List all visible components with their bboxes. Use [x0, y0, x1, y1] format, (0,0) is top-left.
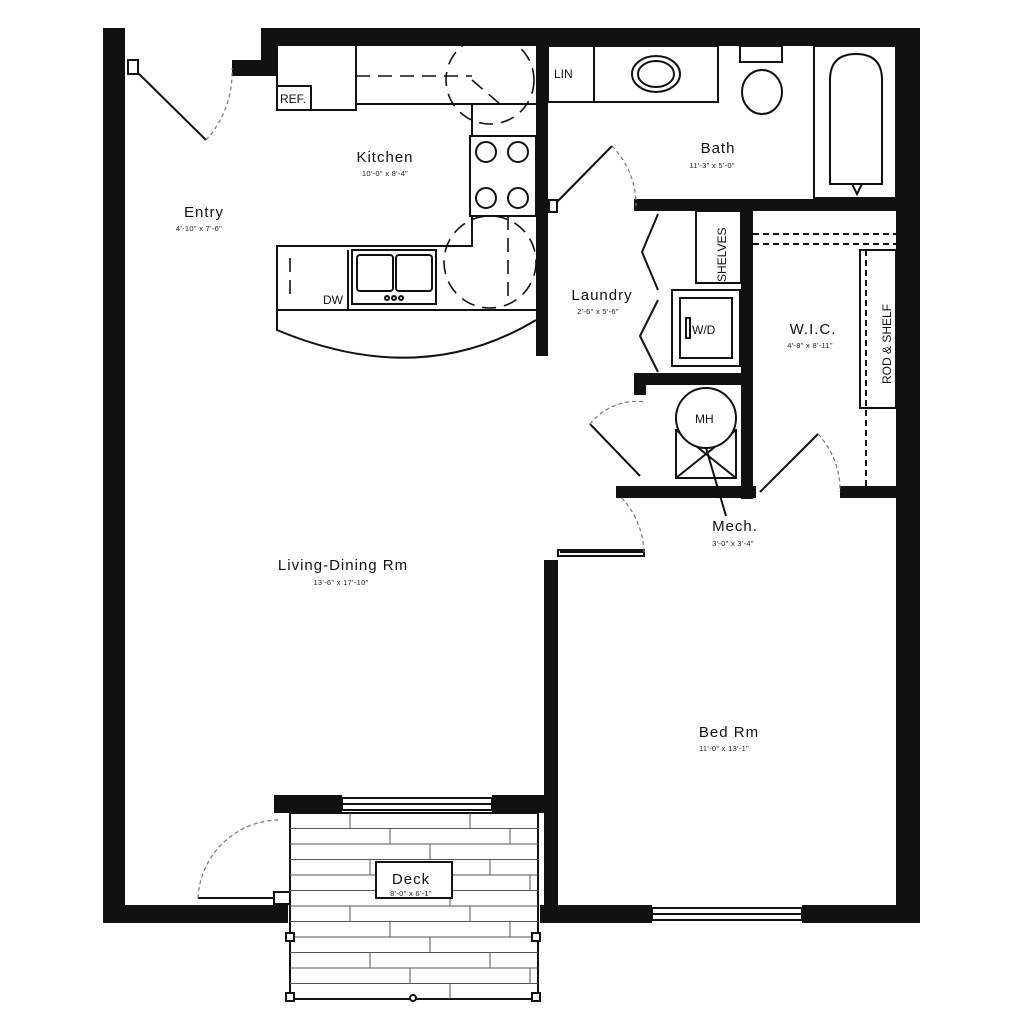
mh-label: MH — [695, 412, 714, 426]
kitchen-dim: 10'-0" x 8'-4" — [361, 169, 409, 178]
deck-boards — [290, 813, 538, 999]
kitchen-fixtures — [277, 36, 536, 358]
deck-dim: 8'-0" x 6'-1" — [390, 889, 432, 898]
ref-label: REF. — [280, 92, 307, 106]
bed-dim: 11'-0" x 13'-1" — [698, 744, 750, 753]
bath-dim: 11'-3" x 5'-0" — [689, 161, 735, 170]
mech-name: Mech. — [712, 518, 758, 535]
rod-shelf-label: ROD & SHELF — [880, 303, 894, 384]
laundry-dim: 2'-6" x 5'-6" — [577, 307, 619, 316]
laundry-fixtures — [672, 211, 741, 366]
entry-dim: 4'-10" x 7'-6" — [175, 224, 223, 233]
shelves-label: SHELVES — [715, 227, 729, 282]
dw-label: DW — [323, 293, 343, 307]
wd-label: W/D — [692, 323, 716, 337]
bath-name: Bath — [700, 140, 736, 157]
kitchen-name: Kitchen — [356, 149, 414, 166]
bed-name: Bed Rm — [698, 724, 760, 741]
deck — [286, 813, 540, 1001]
wic-dim: 4'-8" x 8'-11" — [787, 341, 833, 350]
living-name: Living-Dining Rm — [277, 557, 409, 574]
lin-label: LIN — [554, 67, 573, 81]
deck-name: Deck — [391, 871, 431, 888]
room-labels — [176, 140, 837, 898]
entry-name: Entry — [183, 204, 225, 221]
living-dim: 13'-6" x 17'-10" — [313, 578, 369, 587]
mech-dim: 3'-0" x 3'-4" — [712, 539, 754, 548]
wic-fixtures — [753, 234, 896, 486]
wic-name: W.I.C. — [789, 321, 837, 338]
bath-fixtures — [548, 46, 896, 198]
laundry-name: Laundry — [571, 287, 633, 304]
